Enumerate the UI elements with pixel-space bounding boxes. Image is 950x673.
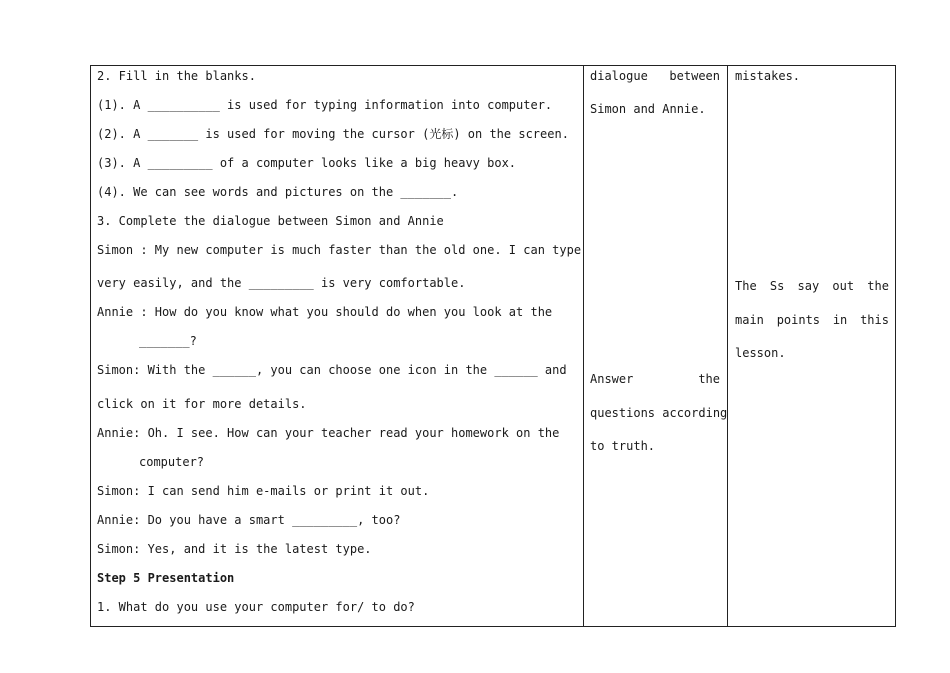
dialogue-simon-4: Simon: Yes, and it is the latest type. — [97, 542, 372, 556]
col2-word-between: between — [669, 69, 720, 83]
col2-word-dialogue: dialogue — [590, 69, 648, 83]
col3-word-points: points — [776, 313, 821, 327]
step-5-heading: Step 5 Presentation — [97, 571, 235, 585]
blank-item-2: (2). A _______ is used for moving the cursor (光标) on the screen. — [97, 127, 569, 141]
col2-to-truth: to truth. — [590, 439, 656, 453]
col3-word-say: say — [797, 279, 820, 293]
col3-main-points-line — [735, 312, 889, 328]
dialogue-annie-1: Annie : How do you know what you should do when you look at the — [97, 305, 553, 319]
col3-word-this: this — [860, 313, 889, 327]
blank-item-1: (1). A __________ is used for typing information into computer. — [97, 98, 553, 112]
dialogue-annie-3: Annie: Do you have a smart _________, too? — [97, 513, 401, 527]
col2-answer-line — [590, 371, 720, 387]
col3-ss-say-line — [735, 278, 889, 294]
col3-word-out: out — [832, 279, 855, 293]
heading-fill-blanks: 2. Fill in the blanks. — [97, 69, 256, 83]
col2-word-answer: Answer — [590, 372, 634, 386]
col2-word-the: the — [698, 372, 720, 386]
col2-simon-annie: Simon and Annie. — [590, 102, 706, 116]
col2-dialogue-line — [590, 68, 720, 84]
dialogue-annie-2-cont: computer? — [139, 455, 205, 469]
col3-word-ss: Ss — [769, 279, 785, 293]
blank-item-4: (4). We can see words and pictures on the _______. — [97, 185, 459, 199]
dialogue-simon-2: Simon: With the ______, you can choose one icon in the ______ and — [97, 363, 567, 377]
col3-word-the: The — [735, 279, 757, 293]
col3-word-the-2: the — [867, 279, 889, 293]
dialogue-annie-1-cont: _______? — [139, 334, 197, 348]
dialogue-simon-1-cont: very easily, and the _________ is very comfortable. — [97, 276, 466, 290]
dialogue-simon-2-cont: click on it for more details. — [97, 397, 307, 411]
column-divider-2 — [727, 66, 728, 626]
col3-word-in: in — [832, 313, 848, 327]
presentation-question-1: 1. What do you use your computer for/ to do? — [97, 600, 415, 614]
column-divider-1 — [583, 66, 584, 626]
col3-word-main: main — [735, 313, 764, 327]
dialogue-annie-2: Annie: Oh. I see. How can your teacher read your homework on the — [97, 426, 560, 440]
heading-complete-dialogue: 3. Complete the dialogue between Simon and Annie — [97, 214, 444, 228]
col2-questions-according: questions according — [590, 406, 728, 420]
col3-lesson: lesson. — [735, 346, 786, 360]
blank-item-3: (3). A _________ of a computer looks like a big heavy box. — [97, 156, 517, 170]
dialogue-simon-3: Simon: I can send him e-mails or print it out. — [97, 484, 430, 498]
dialogue-simon-1: Simon : My new computer is much faster than the old one. I can type — [97, 243, 582, 257]
col3-mistakes: mistakes. — [735, 69, 801, 83]
